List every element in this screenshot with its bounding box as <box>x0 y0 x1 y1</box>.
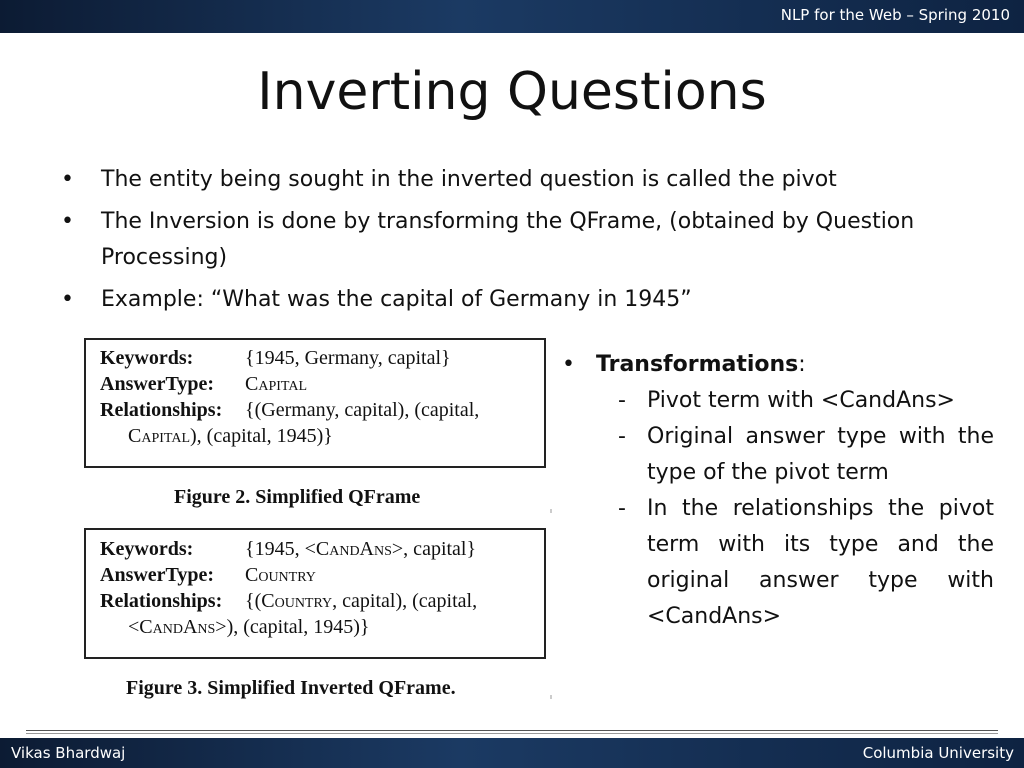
separator-mark <box>550 509 552 513</box>
qframe-figure <box>84 338 546 468</box>
answertype-label: AnswerType: <box>100 564 215 586</box>
keywords-value: {1945, Germany, capital} <box>245 347 451 369</box>
footer-rule <box>26 733 998 734</box>
author-name: Vikas Bhardwaj <box>11 744 126 762</box>
transformation-item: - In the relationships the pivot term with its type and the original answer type with <CandAns> <box>618 496 994 629</box>
transformations-block <box>562 347 994 635</box>
relationships-label: Relationships: <box>100 399 223 421</box>
relationships-value-rest: ), (capital, 1945)} <box>190 425 333 447</box>
inverted-qframe-figure <box>84 528 546 659</box>
slide-title: Inverting Questions <box>257 62 767 122</box>
bullet-item: • The entity being sought in the inverted question is called the pivot <box>55 162 935 198</box>
bullet-item: • Example: “What was the capital of Germany in 1945” <box>55 282 935 318</box>
bullet-item: • The Inversion is done by transforming the QFrame, (obtained by Question Processing) <box>55 204 935 276</box>
relationships-value-cont: <CandAns>), (capital, 1945)} <box>128 616 370 638</box>
figure-caption: Figure 3. Simplified Inverted QFrame. <box>126 677 456 699</box>
answertype-label: AnswerType: <box>100 373 215 395</box>
figure-caption: Figure 2. Simplified QFrame <box>174 486 421 508</box>
relationships-label: Relationships: <box>100 590 223 612</box>
transformation-item: - Original answer type with the type of the pivot term <box>618 424 994 485</box>
course-title: NLP for the Web – Spring 2010 <box>780 6 1010 24</box>
keywords-label: Keywords: <box>100 347 194 369</box>
separator-mark <box>550 695 552 699</box>
keywords-label: Keywords: <box>100 538 194 560</box>
university-name: Columbia University <box>862 744 1014 762</box>
relationships-value-capital: Capital <box>128 425 190 447</box>
answertype-value: Country <box>245 564 316 586</box>
footer-rule <box>26 730 998 731</box>
relationships-value: {(Country, capital), (capital, <box>245 590 478 612</box>
answertype-value: Capital <box>245 373 307 395</box>
keywords-value: {1945, <CandAns>, capital} <box>245 538 477 560</box>
bullet-list <box>55 162 935 324</box>
footer-bar <box>0 738 1024 768</box>
relationships-value: {(Germany, capital), (capital, <box>245 399 480 421</box>
transformations-heading: • Transformations: <box>562 347 994 383</box>
header-bar <box>0 0 1024 33</box>
transformation-item: - Pivot term with <CandAns> <box>618 388 955 413</box>
